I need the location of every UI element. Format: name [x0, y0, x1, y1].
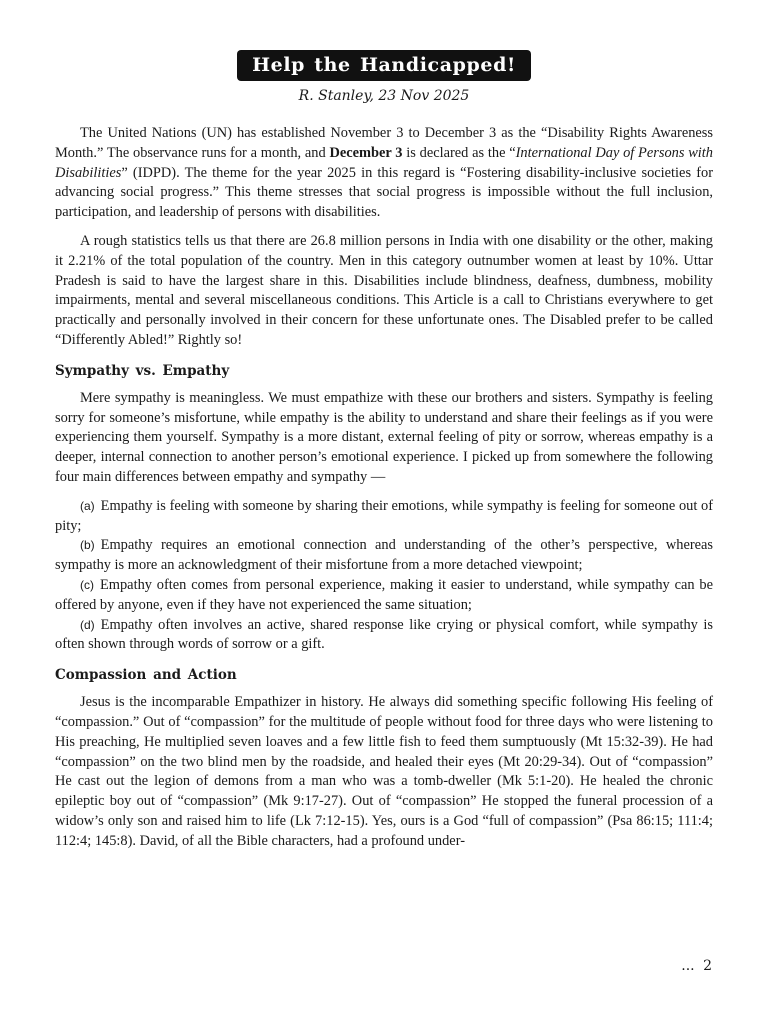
- intro-text-a: The United Nations (UN) has established November 3 to December 3 as the “Disability Rights Awareness Month.” The observance runs for a month, and: [55, 125, 713, 161]
- paragraph-intro: [55, 124, 713, 223]
- list-marker: (b): [80, 538, 95, 553]
- article-page: [55, 50, 713, 861]
- list-item-text: Empathy is feeling with someone by sharing their emotions, while sympathy is feeling for someone out of pity;: [55, 497, 713, 534]
- continuation-marker: ... 2: [681, 958, 712, 974]
- list-item-text: Empathy often comes from personal experience, making it easier to understand, while sympathy can be offered by anyone, even if they have not experienced the same situation;: [55, 576, 713, 613]
- list-item: [55, 576, 713, 616]
- heading-sympathy-vs-empathy: Sympathy vs. Empathy: [55, 362, 230, 379]
- byline: R. Stanley, 23 Nov 2025: [298, 88, 470, 104]
- list-item-text: Empathy often involves an active, shared response like crying or physical comfort, while sympathy is often shown through words of sorrow or a gift.: [55, 616, 713, 653]
- intro-bold-date: December 3: [329, 144, 403, 161]
- list-item-text: Empathy requires an emotional connection and understanding of the other’s perspective, whereas sympathy is more an acknowledgment of their misfortune from a more detached viewpoint;: [55, 537, 713, 574]
- paragraph-compassion: Jesus is the incomparable Empathizer in history. He always did something specific following His feeling of “compassion.” Out of “compassion” for the multitude of people without food for three days who were listening to His preaching, He multiplied seven loaves and a few little fish to feed them sumptuously (Mt 15:32-39). He had “compassion” on the two blind men by the roadside, and healed their eyes (Mt 20:29-34). Out of “compassion” He cast out the legion of demons from a man who was a tomb-dweller (Mk 5:1-20). He healed the chronic epileptic boy out of “compassion” (Mk 9:17-27). Out of “compassion” He stopped the funeral procession of a widow’s only son and raised him to life (Lk 7:12-15). Yes, ours is a God “full of compassion” (Psa 86:15; 111:4; 112:4; 145:8). David, of all the Bible characters, had a profound under-: [55, 694, 713, 849]
- list-item: [55, 536, 713, 576]
- list-item: [55, 616, 713, 656]
- title-wrap: [55, 50, 713, 81]
- article-title: Help the Handicapped!: [237, 50, 531, 81]
- intro-text-c: is declared as the “: [402, 144, 516, 161]
- list-marker: (d): [80, 617, 95, 632]
- heading-compassion-and-action: Compassion and Action: [55, 667, 237, 684]
- paragraph-sympathy: Mere sympathy is meaningless. We must empathize with these our brothers and sisters. Sympathy is feeling sorry for someone’s misfortune, while empathy is the ability to understand and share their feelings as if you were experiencing them yourself. Sympathy is a more distant, external feeling of pity or sorrow, whereas empathy is a deeper, internal connection to another person’s emotional experience. I picked up from somewhere the following four main differences between empathy and sympathy —: [55, 389, 713, 485]
- intro-italic-idpd: International Day of Persons with Disabilities: [55, 144, 713, 181]
- list-marker: (c): [80, 577, 94, 592]
- list-marker: (a): [80, 498, 95, 513]
- differences-list: [55, 497, 713, 655]
- intro-text-e: ” (IDPD). The theme for the year 2025 in this regard is “Fostering disability-inclusive societies for advancing social progress.” This theme stresses that social progress is impossible without the full inclusion, participation, and leadership of persons with disabilities.: [55, 164, 713, 221]
- list-item: [55, 497, 713, 537]
- paragraph-statistics: A rough statistics tells us that there are 26.8 million persons in India with one disability or the other, making it 2.21% of the total population of the country. Men in this category outnumber women at least by 10%. Uttar Pradesh is said to have the largest share in this. Disabilities include blindness, deafness, dumbness, mobility impairments, mental and several miscellaneous conditions. This Article is a call to Christians everywhere to get practically and personally involved in their concern for these unfortunate ones. The Disabled prefer to be called “Differently Abled!” Rightly so!: [55, 232, 713, 348]
